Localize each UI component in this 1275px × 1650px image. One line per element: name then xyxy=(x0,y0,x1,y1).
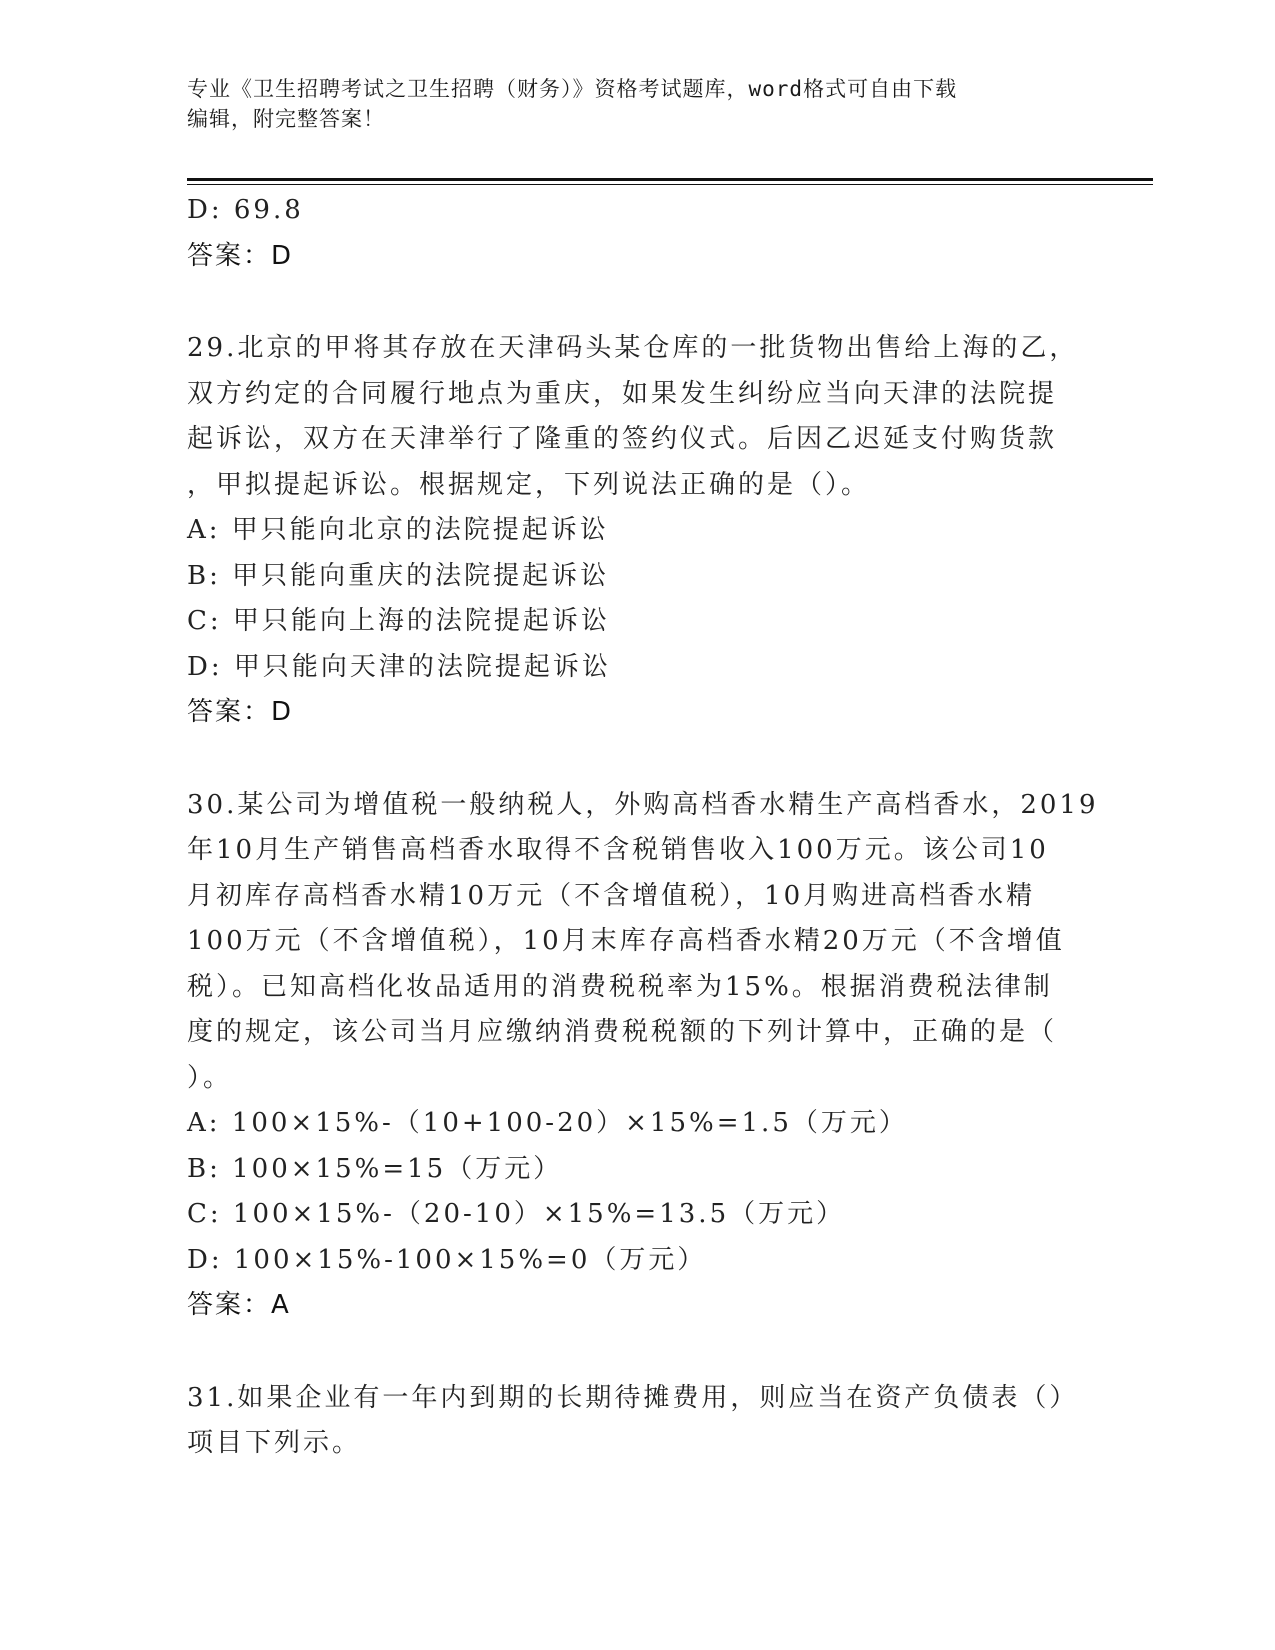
question-stem-line: 双方约定的合同履行地点为重庆，如果发生纠纷应当向天津的法院提 xyxy=(187,378,1058,409)
question-stem-line: 29.北京的甲将其存放在天津码头某仓库的一批货物出售给上海的乙， xyxy=(187,333,1079,363)
spacer xyxy=(187,1329,1077,1376)
answer: 答案：D xyxy=(187,697,294,727)
question-stem-line: 100万元（不含增值税），10月末库存高档香水精20万元（不含增值 xyxy=(187,926,1065,956)
option-a: A: 100×15%-（10+100-20）×15%=1.5（万元） xyxy=(187,1108,908,1138)
option-c: C: 甲只能向上海的法院提起诉讼 xyxy=(187,606,610,636)
question-stem-line: 30.某公司为增值税一般纳税人，外购高档香水精生产高档香水，2019 xyxy=(187,789,1099,820)
question-stem-line: 度的规定，该公司当月应缴纳消费税税额的下列计算中，正确的是（ xyxy=(187,1017,1058,1047)
header-rule-thick xyxy=(187,178,1153,181)
option-d: D: 100×15%-100×15%=0（万元） xyxy=(187,1244,707,1275)
question-stem-line: 税）。已知高档化妆品适用的消费税税率为15%。根据消费税法律制 xyxy=(187,971,1053,1002)
question-30 xyxy=(187,783,1099,1329)
question-stem-line: 起诉讼，双方在天津举行了隆重的签约仪式。后因乙迟延支付购货款 xyxy=(187,424,1058,454)
option-a: A: 甲只能向北京的法院提起诉讼 xyxy=(187,515,609,545)
option-d: D: 甲只能向天津的法院提起诉讼 xyxy=(187,651,611,682)
header-rule-thin xyxy=(187,184,1153,185)
question-stem-line: ）。 xyxy=(187,1062,233,1093)
document-body xyxy=(187,188,1099,1467)
document-header xyxy=(187,74,1067,134)
answer: 答案：A xyxy=(187,1290,291,1320)
option-d: D: 69.8 xyxy=(187,195,304,225)
header-line-1: 专业《卫生招聘考试之卫生招聘（财务）》资格考试题库，word格式可自由下载 xyxy=(187,77,958,101)
spacer xyxy=(187,736,1077,783)
question-stem-line: 年10月生产销售高档香水取得不含税销售收入100万元。该公司10 xyxy=(187,835,1049,865)
question-31 xyxy=(187,1376,1077,1467)
header-line-2: 编辑，附完整答案！ xyxy=(187,107,385,131)
question-stem-line: ，甲拟提起诉讼。根据规定，下列说法正确的是（）。 xyxy=(187,469,871,500)
option-b: B: 100×15%=15（万元） xyxy=(187,1153,563,1184)
option-c: C: 100×15%-（20-10）×15%=13.5（万元） xyxy=(187,1199,846,1229)
question-28 xyxy=(187,188,1077,279)
option-b: B: 甲只能向重庆的法院提起诉讼 xyxy=(187,560,610,591)
question-29 xyxy=(187,326,1077,736)
spacer xyxy=(187,279,1077,326)
question-stem-line: 月初库存高档香水精10万元（不含增值税），10月购进高档香水精 xyxy=(187,880,1036,911)
answer: 答案：D xyxy=(187,240,294,271)
question-stem-line: 项目下列示。 xyxy=(187,1428,362,1458)
question-stem-line: 31.如果企业有一年内到期的长期待摊费用，则应当在资产负债表（） xyxy=(187,1382,1079,1413)
